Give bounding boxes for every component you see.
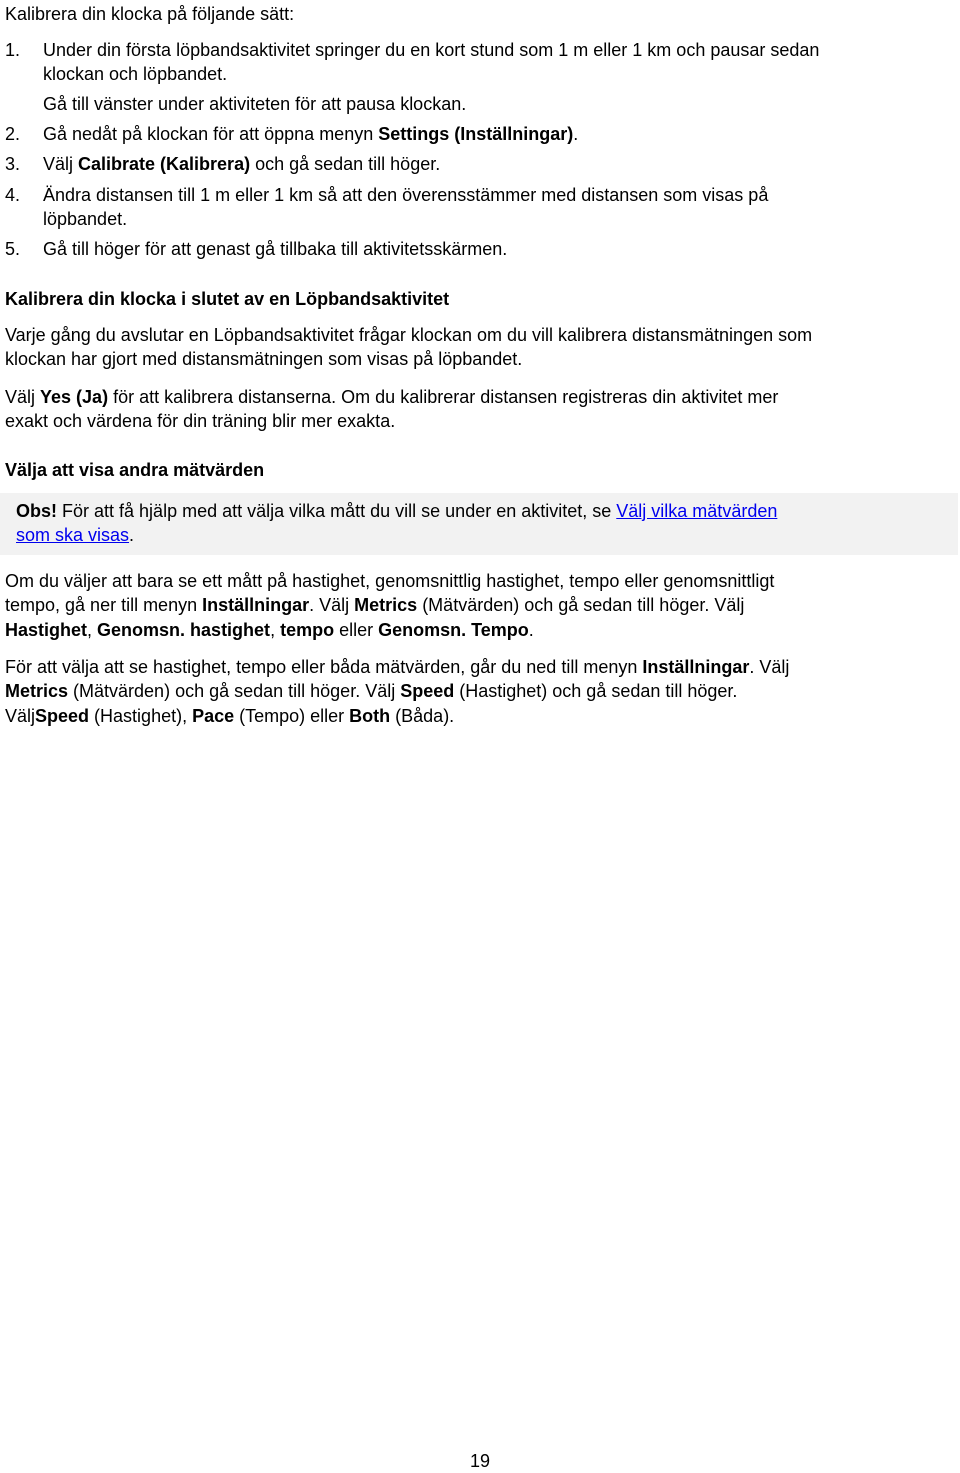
step-number: 4. xyxy=(5,185,21,205)
step-text: Gå till vänster under aktiviteten för att pausa klockan. xyxy=(43,94,467,114)
step-number: 3. xyxy=(5,154,21,174)
note-box xyxy=(0,493,958,555)
section-heading: Kalibrera din klocka i slutet av en Löpbandsaktivitet xyxy=(5,289,450,309)
note-label: Obs! xyxy=(16,501,58,521)
step-text: klockan och löpbandet. xyxy=(43,64,228,84)
step-text: Under din första löpbandsaktivitet springer du en kort stund som 1 m eller 1 km och pausar sedan xyxy=(43,40,820,60)
step-text: Gå nedåt på klockan för att öppna menyn Settings (Inställningar). xyxy=(43,124,579,144)
paragraph-text: Om du väljer att bara se ett mått på hastighet, genomsnittlig hastighet, tempo eller genomsnittligt xyxy=(5,571,775,591)
step-number: 5. xyxy=(5,239,21,259)
paragraph-text: tempo, gå ner till menyn Inställningar. Välj Metrics (Mätvärden) och gå sedan till höger. Välj xyxy=(5,595,745,615)
paragraph-text: exakt och värdena för din träning blir mer exakta. xyxy=(5,411,396,431)
step-number: 2. xyxy=(5,124,21,144)
step-text: Gå till höger för att genast gå tillbaka till aktivitetsskärmen. xyxy=(43,239,508,259)
paragraph-text: VäljSpeed (Hastighet), Pace (Tempo) eller Both (Båda). xyxy=(5,706,455,726)
section-heading: Välja att visa andra mätvärden xyxy=(5,460,265,480)
step-text: Välj Calibrate (Kalibrera) och gå sedan till höger. xyxy=(43,154,441,174)
metrics-link[interactable]: Välj vilka mätvärden xyxy=(616,501,778,521)
paragraph-text: Metrics (Mätvärden) och gå sedan till höger. Välj Speed (Hastighet) och gå sedan till höger. xyxy=(5,681,738,701)
note-text: Obs! För att få hjälp med att välja vilka mått du vill se under en aktivitet, se Välj vilka mätvärden xyxy=(16,501,778,521)
note-text: som ska visas. xyxy=(16,525,135,545)
step-text: Ändra distansen till 1 m eller 1 km så att den överensstämmer med distansen som visas på xyxy=(43,185,769,205)
intro-text: Kalibrera din klocka på följande sätt: xyxy=(5,4,295,24)
paragraph-text: För att välja att se hastighet, tempo eller båda mätvärden, går du ned till menyn Inställningar. Välj xyxy=(5,657,790,677)
page-number: 19 xyxy=(469,1451,491,1471)
option-name: Calibrate (Kalibrera) xyxy=(78,154,251,174)
metrics-link[interactable]: som ska visas xyxy=(16,525,130,545)
paragraph-text: Välj Yes (Ja) för att kalibrera distanserna. Om du kalibrerar distansen registreras din aktivitet mer xyxy=(5,387,779,407)
paragraph-text: Hastighet, Genomsn. hastighet, tempo eller Genomsn. Tempo. xyxy=(5,620,534,640)
step-text: löpbandet. xyxy=(43,209,128,229)
menu-name: Settings (Inställningar) xyxy=(378,124,574,144)
paragraph-text: klockan har gjort med distansmätningen som visas på löpbandet. xyxy=(5,349,523,369)
step-number: 1. xyxy=(5,40,21,60)
paragraph-text: Varje gång du avslutar en Löpbandsaktivitet frågar klockan om du vill kalibrera distansmätningen som xyxy=(5,325,813,345)
